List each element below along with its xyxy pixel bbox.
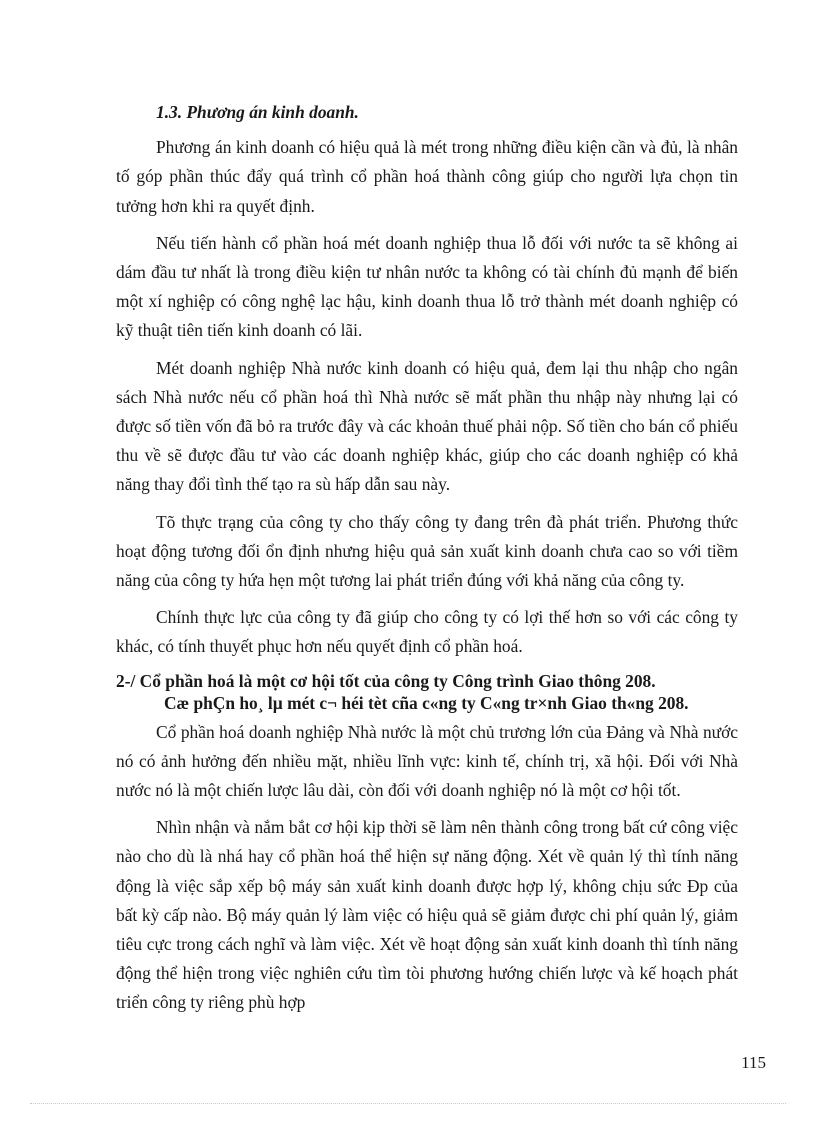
paragraph: Chính thực lực của công ty đã giúp cho công ty có lợi thế hơn so với các công ty khác, có tính thuyết phục hơn nếu quyết định cổ phần hoá.: [116, 607, 738, 657]
page-number: 115: [741, 1053, 766, 1072]
paragraph: Nếu tiến hành cổ phần hoá mét doanh nghiệp thua lỗ đối với nước ta sẽ không ai dám đầu tư nhất là trong điều kiện tư nhân nước ta không có tài chính đủ mạnh để biến một xí nghiệp có công nghệ lạc hậu, kinh doanh thua lỗ trở thành mét doanh nghiệp có kỹ thuật tiên tiến kinh doanh có lãi.: [116, 232, 738, 341]
paragraph: Mét doanh nghiệp Nhà nước kinh doanh có hiệu quả, đem lại thu nhập cho ngân sách Nhà nước nếu cổ phần hoá thì Nhà nước sẽ mất phần thu nhập này nhưng lại có được số tiền vốn đã bỏ ra trước đây và các khoản thuế phải nộp. Số tiền cho bán cổ phiếu thu về sẽ được đầu tư vào các doanh nghiệp khác, giúp cho các doanh nghiệp có khả năng thay đổi tình thế tạo ra sù hấp dẫn sau này.: [116, 357, 738, 495]
paragraph: Phương án kinh doanh có hiệu quả là mét trong những điều kiện cần và đủ, là nhân tố góp phần thúc đẩy quá trình cổ phần hoá thành công giúp cho người lựa chọn tin tưởng hơn khi ra quyết định.: [116, 137, 738, 216]
paragraph: Cổ phần hoá doanh nghiệp Nhà nước là một chủ trương lớn của Đảng và Nhà nước nó có ảnh hưởng đến nhiều mặt, nhiều lĩnh vực: kinh tế, chính trị, xã hội. Đối với Nhà nước nó là một chiến lược lâu dài, còn đối với doanh nghiệp nó là một cơ hội tốt.: [116, 721, 738, 801]
page-content: [116, 98, 738, 1026]
section-title: 1.3. Phương án kinh doanh.: [156, 102, 359, 122]
paragraph: Nhìn nhận và nắm bắt cơ hội kịp thời sẽ làm nên thành công trong bất cứ công việc nào cho dù là nhá hay cổ phần hoá thể hiện sự năng động. Xét về quản lý thì tính năng động là việc sắp xếp bộ máy sản xuất kinh doanh được hợp lý, không chịu sức Ðp của bất kỳ cấp nào. Bộ máy quản lý làm việc có hiệu quả sẽ giảm được chi phí quản lý, giảm tiêu cực trong cách nghĩ và làm việc. Xét về hoạt động sản xuất kinh doanh thì tính năng động thể hiện trong việc nghiên cứu tìm tòi phương hướng chiến lược và kế hoạch phát triển công ty riêng phù hợp: [116, 817, 738, 1013]
heading-line: 2-/ Cổ phần hoá là một cơ hội tốt của công ty Công trình Giao thông 208.: [116, 670, 656, 691]
footer-divider: [30, 1103, 786, 1104]
section-heading: [116, 670, 738, 714]
heading-line-garbled: Cæ phÇn ho¸ lµ mét c¬ héi tèt cña c«ng ty C«ng tr×nh Giao th«ng 208.: [164, 692, 689, 713]
paragraph: Tõ thực trạng của công ty cho thấy công ty đang trên đà phát triển. Phương thức hoạt động tương đối ổn định nhưng hiệu quả sản xuất kinh doanh chưa cao so với tiềm năng của công ty hứa hẹn một tương lai phát triển đúng với khả năng của công ty.: [116, 511, 738, 591]
